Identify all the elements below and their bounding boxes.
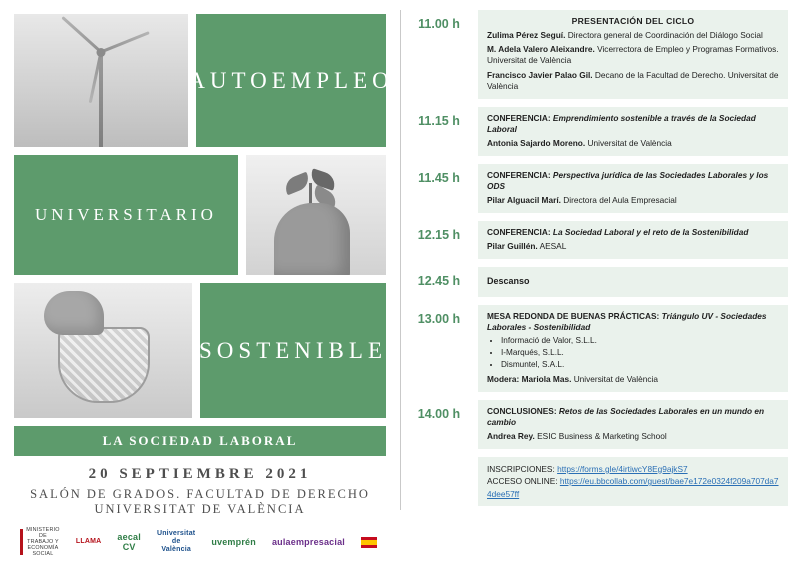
speaker-name: Zulima Pérez Seguí. <box>487 30 566 41</box>
speaker-name: Andrea Rey. <box>487 430 535 441</box>
program-slot <box>400 221 788 259</box>
leaf-icon <box>282 172 312 196</box>
logo-ministerio: MINISTERIO DE TRABAJO Y ECONOMÍA SOCIAL <box>20 529 63 555</box>
poster-row-1 <box>14 14 394 147</box>
speaker-entry <box>487 30 779 41</box>
slot-card: Descanso <box>478 267 788 297</box>
hand-shape <box>274 203 350 275</box>
hand-shape <box>44 291 104 335</box>
spain-flag-icon <box>361 537 377 548</box>
speaker-name: M. Adela Valero Aleixandre. <box>487 44 595 55</box>
word-block-universitario <box>14 155 238 275</box>
slot-title: Triángulo UV - Sociedades Laborales - Sostenibilidad <box>487 310 767 332</box>
program-panel <box>400 0 800 571</box>
mesh-bag-photo <box>14 283 192 418</box>
word-universitario: UNIVERSITARIO <box>35 205 217 224</box>
speaker-detail: Vicerrectora de Empleo y Programas Formativos. Universitat de València <box>487 44 779 66</box>
logo-aecal: aecal CV <box>117 531 141 552</box>
slot-label: CONFERENCIA: <box>487 226 551 237</box>
slot-time: 14.00 h <box>417 406 461 421</box>
turbine-hub-shape <box>97 48 106 57</box>
list-item: • Informació de Valor, S.L.L. <box>501 336 779 347</box>
inscriptions-line <box>487 463 779 475</box>
slot-card <box>478 107 788 156</box>
logo-aula-empresacial: aulaempresacial <box>271 536 345 547</box>
speaker-detail: Universitat de València <box>587 137 672 148</box>
slot-time: 11.45 h <box>418 170 460 185</box>
program-slot <box>400 305 788 392</box>
slot-label: CONFERENCIA: <box>487 112 551 123</box>
word-sostenible: SOSTENIBLE <box>199 337 387 363</box>
program-slot <box>400 10 788 99</box>
logo-gobierno-espana <box>358 529 380 555</box>
speaker-detail: Directora del Aula Empresacial <box>563 194 677 205</box>
moderator-detail: Universitat de València <box>573 373 658 384</box>
speaker-detail: AESAL <box>539 240 567 251</box>
slot-title-line <box>487 113 779 135</box>
access-online-link[interactable]: https://eu.bbcollab.com/guest/bae7e172e0324f209a707da74dee57ff <box>487 476 779 499</box>
slot-card <box>478 164 788 213</box>
slot-title-line <box>487 311 779 333</box>
event-venue-line-1: SALÓN DE GRADOS. FACULTAD DE DERECHO <box>30 487 370 501</box>
program-slot <box>400 107 788 156</box>
slot-label: MESA REDONDA DE BUENAS PRÁCTICAS: <box>487 310 660 321</box>
slot-title: La Sociedad Laboral y el reto de la Sostenibilidad <box>552 226 749 237</box>
inscriptions-link[interactable]: https://forms.gle/4irtiwcY8Eg9ajkS7 <box>557 463 688 474</box>
speaker-name: Francisco Javier Palao Gil. <box>487 69 593 80</box>
slot-card <box>478 400 788 449</box>
speaker-entry <box>487 195 779 206</box>
speaker-detail: Decano de la Facultad de Derecho. Universitat de València <box>487 69 779 91</box>
poster-row-3 <box>14 283 386 418</box>
hand-plant-photo <box>246 155 386 275</box>
speaker-name: Antonia Sajardo Moreno. <box>487 137 586 148</box>
inscriptions-label: INSCRIPCIONES: <box>487 463 555 474</box>
event-date: 20 SEPTIEMBRE 2021 <box>88 466 312 482</box>
speaker-entry <box>487 241 779 252</box>
slot-title-line <box>487 170 779 192</box>
poster-banner <box>14 426 386 456</box>
list-item: • I-Marqués, S.L.L. <box>501 348 779 359</box>
speaker-detail: ESIC Business & Marketing School <box>537 430 667 441</box>
speaker-name: Pilar Guillén. <box>487 240 538 251</box>
speaker-entry <box>487 374 779 385</box>
vertical-divider <box>400 10 401 510</box>
slot-card <box>478 221 788 259</box>
word-autoempleo: AUTOEMPLEO <box>188 67 394 93</box>
speaker-entry <box>487 138 779 149</box>
turbine-blade-icon <box>61 16 102 53</box>
slot-header: PRESENTACIÓN DEL CICLO <box>571 16 695 26</box>
word-block-sostenible <box>200 283 386 418</box>
program-slot <box>400 267 788 297</box>
slot-title-line <box>487 227 779 238</box>
slot-title: Retos de las Sociedades Laborales en un mundo en cambio <box>487 405 765 427</box>
banner-title: LA SOCIEDAD LABORAL <box>102 433 298 448</box>
speaker-entry <box>487 44 779 66</box>
poster-image-grid <box>14 14 394 558</box>
word-block-autoempleo <box>188 14 394 147</box>
slot-card <box>478 305 788 392</box>
wind-turbine-photo <box>14 14 188 147</box>
list-item: • Dismuntel, S.A.L. <box>501 360 779 371</box>
slot-time: 12.15 h <box>417 227 461 242</box>
speaker-name: Pilar Alguacil Marí. <box>487 194 561 205</box>
logo-strip <box>14 526 386 558</box>
program-slot <box>400 164 788 213</box>
slot-card <box>478 10 788 99</box>
speaker-entry <box>487 70 779 92</box>
slot-time: 12.45 h <box>417 273 461 288</box>
access-line <box>487 475 779 500</box>
event-venue-line-2: UNIVERSITAT DE VALÈNCIA <box>94 502 306 516</box>
slot-label: CONCLUSIONES: <box>487 405 557 416</box>
poster-event-details <box>14 466 386 517</box>
mesh-bag-shape <box>58 327 150 403</box>
program-slot <box>400 400 788 449</box>
slot-time: 11.00 h <box>418 17 460 31</box>
logo-llama: LLAMA <box>75 537 102 545</box>
turbine-pole-shape <box>99 52 103 147</box>
speaker-entry <box>487 431 779 442</box>
turbine-blade-icon <box>100 31 149 53</box>
moderator-name: Modera: Mariola Mas. <box>487 373 572 384</box>
registration-footer <box>478 457 788 506</box>
slot-title: Perspectiva jurídica de las Sociedades Laborales y los ODS <box>487 169 769 191</box>
logo-uvempren: uvemprén <box>211 536 256 547</box>
access-label: ACCESO ONLINE: <box>487 476 558 487</box>
poster-row-2 <box>14 155 386 275</box>
logo-universitat-valencia: Universitat de València <box>156 529 196 554</box>
practices-list <box>487 336 779 371</box>
slot-title-line <box>487 406 779 428</box>
slot-title: Emprendimiento sostenible a través de la Sociedad Laboral <box>487 112 756 134</box>
slot-time: 13.00 h <box>417 311 461 326</box>
slot-time: 11.15 h <box>418 113 460 128</box>
slot-label: CONFERENCIA: <box>487 169 551 180</box>
speaker-detail: Directora general de Coordinación del Diálogo Social <box>567 30 763 41</box>
